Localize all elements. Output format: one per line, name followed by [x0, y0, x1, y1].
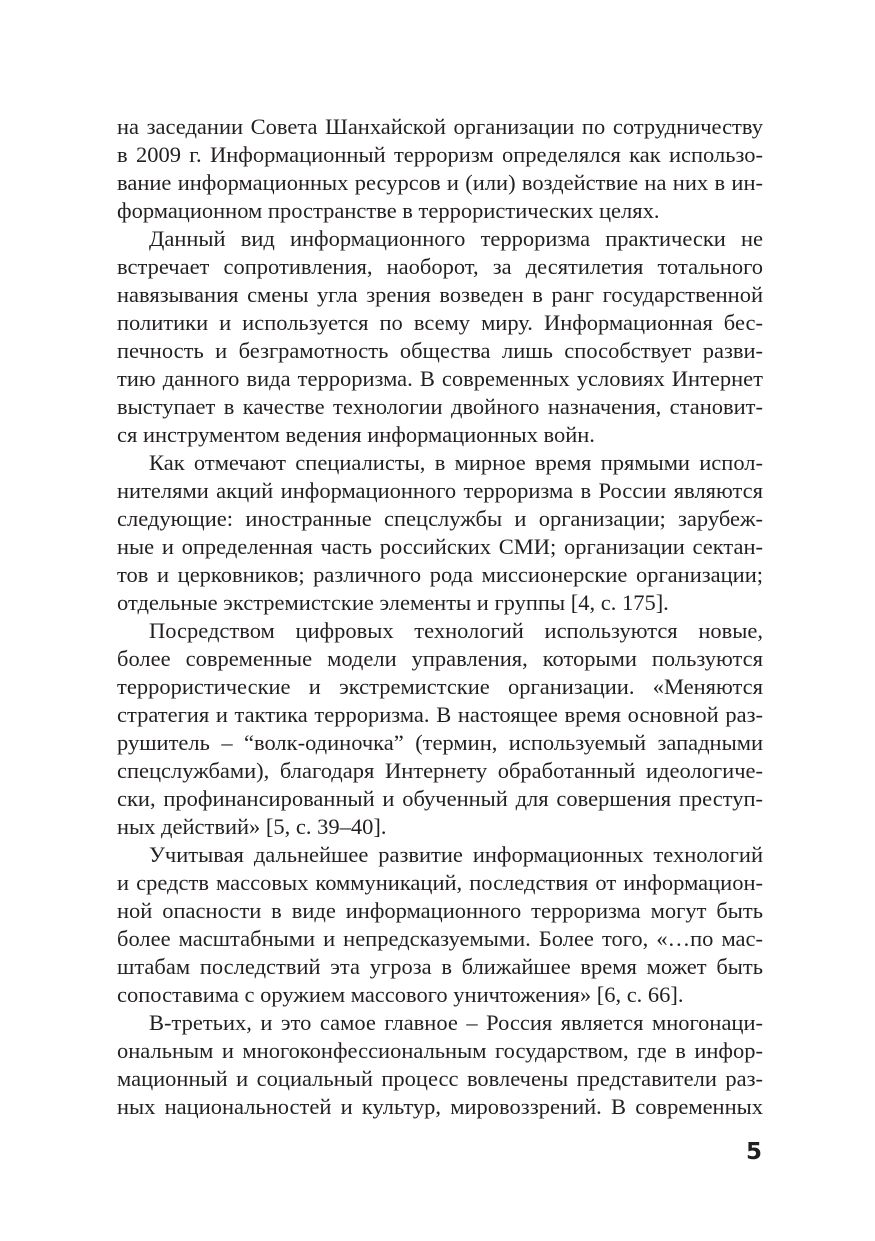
text-line: ных национальностей и культур, мировоззрений. В современных	[117, 1094, 763, 1119]
text-line: ной опасности в виде информационного терроризма могут быть	[117, 898, 763, 923]
text-line: штабам последствий эта угроза в ближайшее время может быть	[117, 954, 763, 979]
text-line: вание информационных ресурсов и (или) воздействие на них в ин-	[117, 170, 763, 195]
text-line: Посредством цифровых технологий используются новые,	[149, 618, 763, 643]
text-line: в 2009 г. Информационный терроризм определялся как использо-	[117, 142, 763, 167]
text-line: отдельные экстремистские элементы и группы [4, с. 175].	[117, 590, 669, 615]
text-line: более современные модели управления, которыми пользуются	[117, 646, 763, 671]
text-line: тов и церковников; различного рода миссионерские организации;	[117, 562, 763, 587]
paragraph	[117, 617, 763, 841]
text-line: ски, профинансированный и обученный для совершения преступ-	[117, 786, 763, 811]
text-line: Как отмечают специалисты, в мирное время прямыми испол-	[149, 450, 763, 475]
text-line: ся инструментом ведения информационных войн.	[117, 422, 595, 447]
text-line: Учитывая дальнейшее развитие информационных технологий	[149, 842, 763, 867]
text-line: ональным и многоконфессиональным государством, где в инфор-	[117, 1038, 763, 1063]
text-line: Данный вид информационного терроризма практически не	[149, 226, 763, 251]
text-line: более масштабными и непредсказуемыми. Более того, «…по мас-	[117, 926, 763, 951]
text-line: политики и используется по всему миру. Информационная бес-	[117, 310, 763, 335]
text-line: спецслужбами), благодаря Интернету обработанный идеологиче-	[117, 758, 763, 783]
body-text	[117, 113, 763, 1121]
text-line: печность и безграмотность общества лишь способствует разви-	[117, 338, 763, 363]
text-line: навязывания смены угла зрения возведен в ранг государственной	[117, 282, 763, 307]
text-line: В-третьих, и это самое главное – Россия является многонаци-	[149, 1010, 763, 1035]
text-line: формационном пространстве в террористических целях.	[117, 198, 660, 223]
paragraph	[117, 1009, 763, 1121]
paragraph	[117, 841, 763, 1009]
paragraph	[117, 225, 763, 449]
text-line: ные и определенная часть российских СМИ; организации сектан-	[117, 534, 763, 559]
text-line: встречает сопротивления, наоборот, за десятилетия тотального	[117, 254, 763, 279]
text-line: сопоставима с оружием массового уничтожения» [6, с. 66].	[117, 982, 684, 1007]
text-line: мационный и социальный процесс вовлечены представители раз-	[117, 1066, 763, 1091]
paragraph	[117, 113, 763, 225]
text-line: тию данного вида терроризма. В современных условиях Интернет	[117, 366, 763, 391]
text-line: следующие: иностранные спецслужбы и организации; зарубеж-	[117, 506, 763, 531]
text-line: рушитель – “волк-одиночка” (термин, используемый западными	[117, 730, 763, 755]
text-line: стратегия и тактика терроризма. В настоящее время основной раз-	[117, 702, 763, 727]
page-number: 5	[745, 1139, 762, 1165]
text-line: нителями акций информационного терроризма в России являются	[117, 478, 763, 503]
paragraph	[117, 449, 763, 617]
text-line: и средств массовых коммуникаций, последствия от информацион-	[117, 870, 763, 895]
text-line: террористические и экстремистские организации. «Меняются	[117, 674, 763, 699]
text-line: выступает в качестве технологии двойного назначения, становит-	[117, 394, 763, 419]
text-line: ных действий» [5, с. 39–40].	[117, 814, 387, 839]
text-line: на заседании Совета Шанхайской организации по сотрудничеству	[117, 114, 763, 139]
